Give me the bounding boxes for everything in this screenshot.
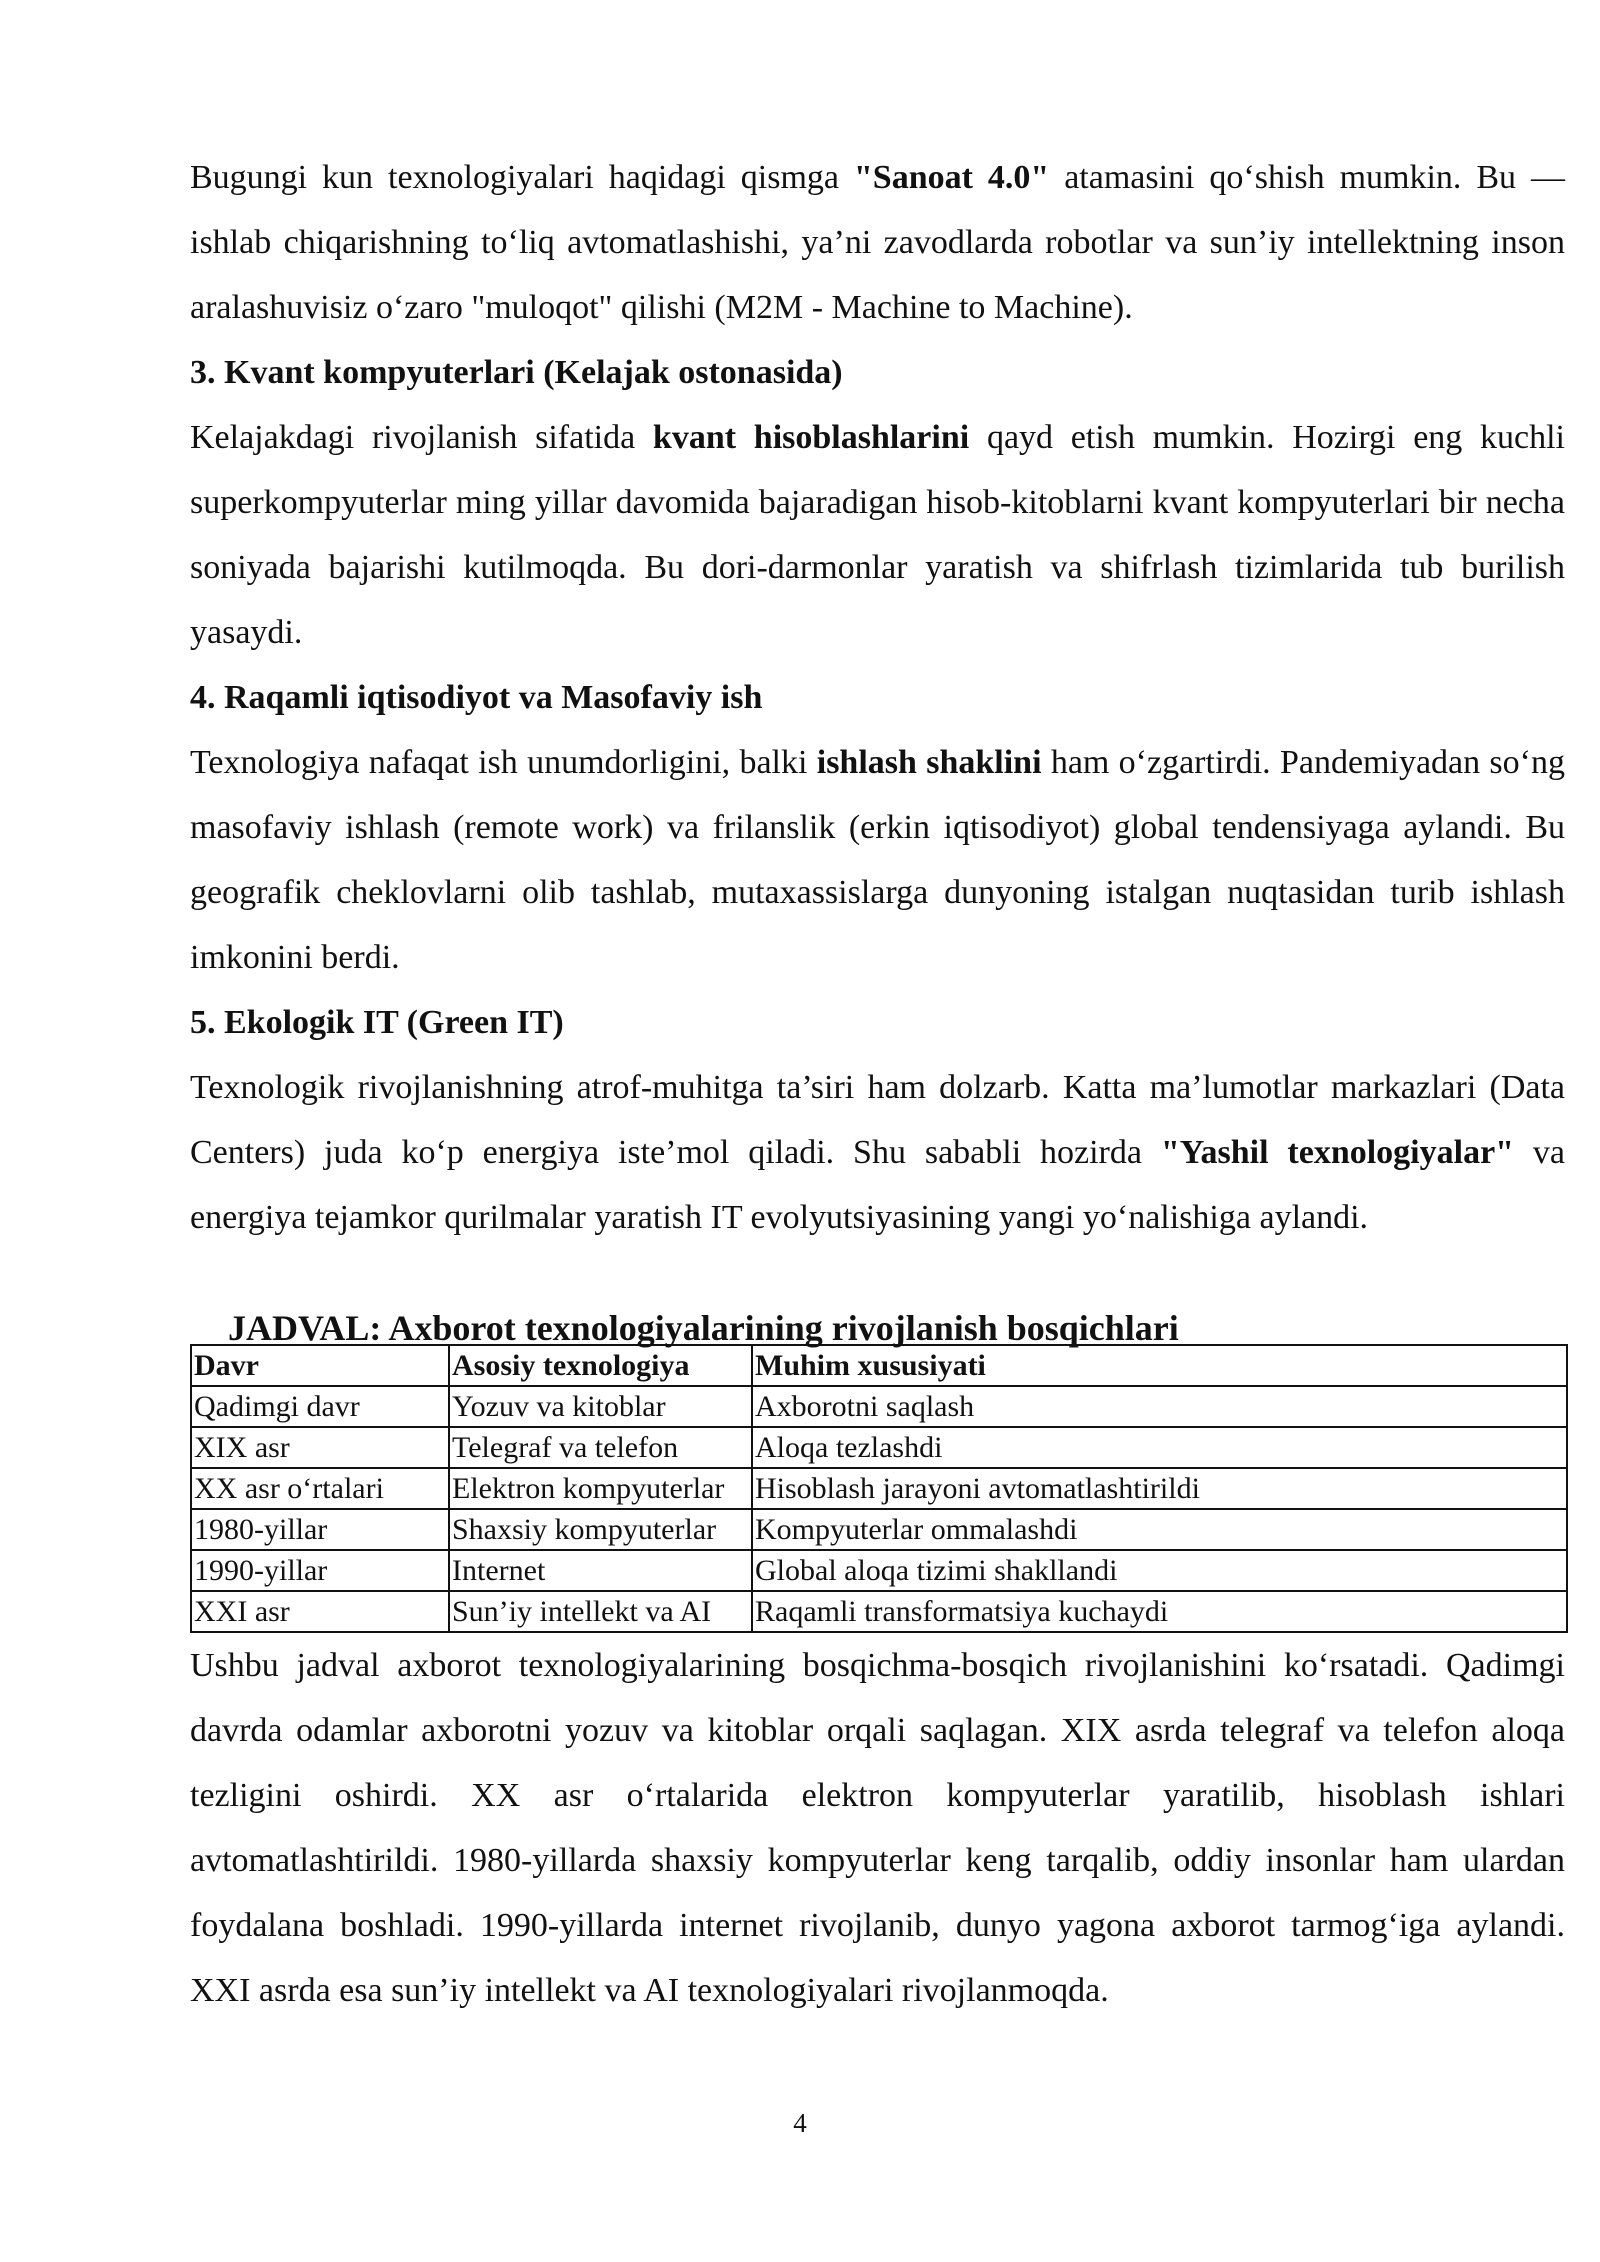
table-cell: XXI asr [191,1591,449,1632]
table-cell: Shaxsiy kompyuterlar [449,1509,752,1550]
table-cell: Axborotni saqlash [752,1386,1567,1427]
table-title: JADVAL: Axborot texnologiyalarining rivojlanish bosqichlari [228,1308,1179,1348]
table-cell: Raqamli transformatsiya kuchaydi [752,1591,1567,1632]
document-page [190,145,1565,2023]
paragraph-text: Kelajakdagi rivojlanish sifatida [190,419,653,456]
spacer [190,1250,1565,1308]
paragraph-industry-4 [190,145,1565,340]
paragraph-table-summary: Ushbu jadval axborot texnologiyalarining bosqichma-bosqich rivojlanishini ko‘rsatadi. Qadimgi davrda odamlar axborotni yozuv va kitoblar orqali saqlagan. XIX asrda telegraf va telefon aloqa tezligini oshirdi. XX asr o‘rtalarida elektron kompyuterlar yaratilib, hisoblash ishlari avtomatlashtirildi. 1980-yillarda shaxsiy kompyuterlar keng tarqalib, oddiy insonlar ham ulardan foydalana boshladi. 1990-yillarda internet rivojlanib, dunyo yagona axborot tarmog‘iga aylandi. XXI asrda esa sun’iy intellekt va AI texnologiyalari rivojlanmoqda. [190,1647,1565,2009]
header-cell-technology: Asosiy texnologiya [449,1345,752,1386]
table-row [191,1386,1567,1427]
table-row [191,1468,1567,1509]
paragraph-text: Texnologiya nafaqat ish unumdorligini, balki [190,744,817,781]
eras-table [190,1344,1568,1633]
section-heading-3: 3. Kvant kompyuterlari (Kelajak ostonasida) [190,354,843,391]
table-header-row [191,1345,1567,1386]
paragraph-green-it [190,1055,1565,1250]
table-cell: Yozuv va kitoblar [449,1386,752,1427]
header-cell-era: Davr [191,1345,449,1386]
table-row [191,1509,1567,1550]
table-cell: Aloqa tezlashdi [752,1427,1567,1468]
bold-term: "Sanoat 4.0" [853,159,1050,196]
paragraph-text: qayd etish mumkin. Hozirgi eng kuchli superkompyuterlar ming yillar davomida bajaradigan hisob-kitoblarni kvant kompyuterlari bir necha soniyada bajarishi kutilmoqda. Bu dori-darmonlar yaratish va shifrlash tizimlarida tub burilish yasaydi. [190,419,1566,651]
section-heading-4: 4. Raqamli iqtisodiyot va Masofaviy ish [190,679,763,716]
section-heading-5: 5. Ekologik IT (Green IT) [190,1004,564,1041]
table-row [191,1550,1567,1591]
paragraph-text: Texnologik rivojlanishning atrof-muhitga ta’siri ham dolzarb. Katta ma’lumotlar markazlari (Data Centers) juda ko‘p energiya iste’mol qiladi. Shu sababli hozirda [190,1069,1565,1171]
table-cell: Qadimgi davr [191,1386,449,1427]
table-cell: Elektron kompyuterlar [449,1468,752,1509]
table-cell: 1990-yillar [191,1550,449,1591]
table-cell: Hisoblash jarayoni avtomatlashtirildi [752,1468,1567,1509]
table-cell: Telegraf va telefon [449,1427,752,1468]
paragraph-digital-economy [190,730,1565,990]
paragraph-text: va energiya tejamkor qurilmalar yaratish IT evolyutsiyasining yangi yo‘nalishiga aylandi. [190,1134,1566,1236]
table-cell: Global aloqa tizimi shakllandi [752,1550,1567,1591]
table-cell: Internet [449,1550,752,1591]
bold-term: kvant hisoblashlarini [652,419,970,456]
table-cell: XX asr o‘rtalari [191,1468,449,1509]
paragraph-text: Bugungi kun texnologiyalari haqidagi qismga [190,159,854,196]
table-cell: Kompyuterlar ommalashdi [752,1509,1567,1550]
paragraph-text: ham o‘zgartirdi. Pandemiyadan so‘ng masofaviy ishlash (remote work) va frilanslik (erkin iqtisodiyot) global tendensiyaga aylandi. Bu geografik cheklovlarni olib tashlab, mutaxassislarga dunyoning istalgan nuqtasidan turib ishlash imkonini berdi. [190,744,1565,976]
page-number: 4 [793,2108,807,2138]
paragraph-quantum [190,405,1565,665]
paragraph-text: atamasini qo‘shish mumkin. Bu — ishlab chiqarishning to‘liq avtomatlashishi, ya’ni zavodlarda robotlar va sun’iy intellektning inson aralashuvisiz o‘zaro "muloqot" qilishi (M2M - Machine to Machine). [190,159,1565,326]
table-cell: 1980-yillar [191,1509,449,1550]
table-row [191,1591,1567,1632]
bold-term: "Yashil texnologiyalar" [1160,1134,1515,1171]
header-cell-feature: Muhim xususiyati [752,1345,1567,1386]
table-cell: Sun’iy intellekt va AI [449,1591,752,1632]
table-row [191,1427,1567,1468]
bold-term: ishlash shaklini [816,744,1042,781]
table-cell: XIX asr [191,1427,449,1468]
